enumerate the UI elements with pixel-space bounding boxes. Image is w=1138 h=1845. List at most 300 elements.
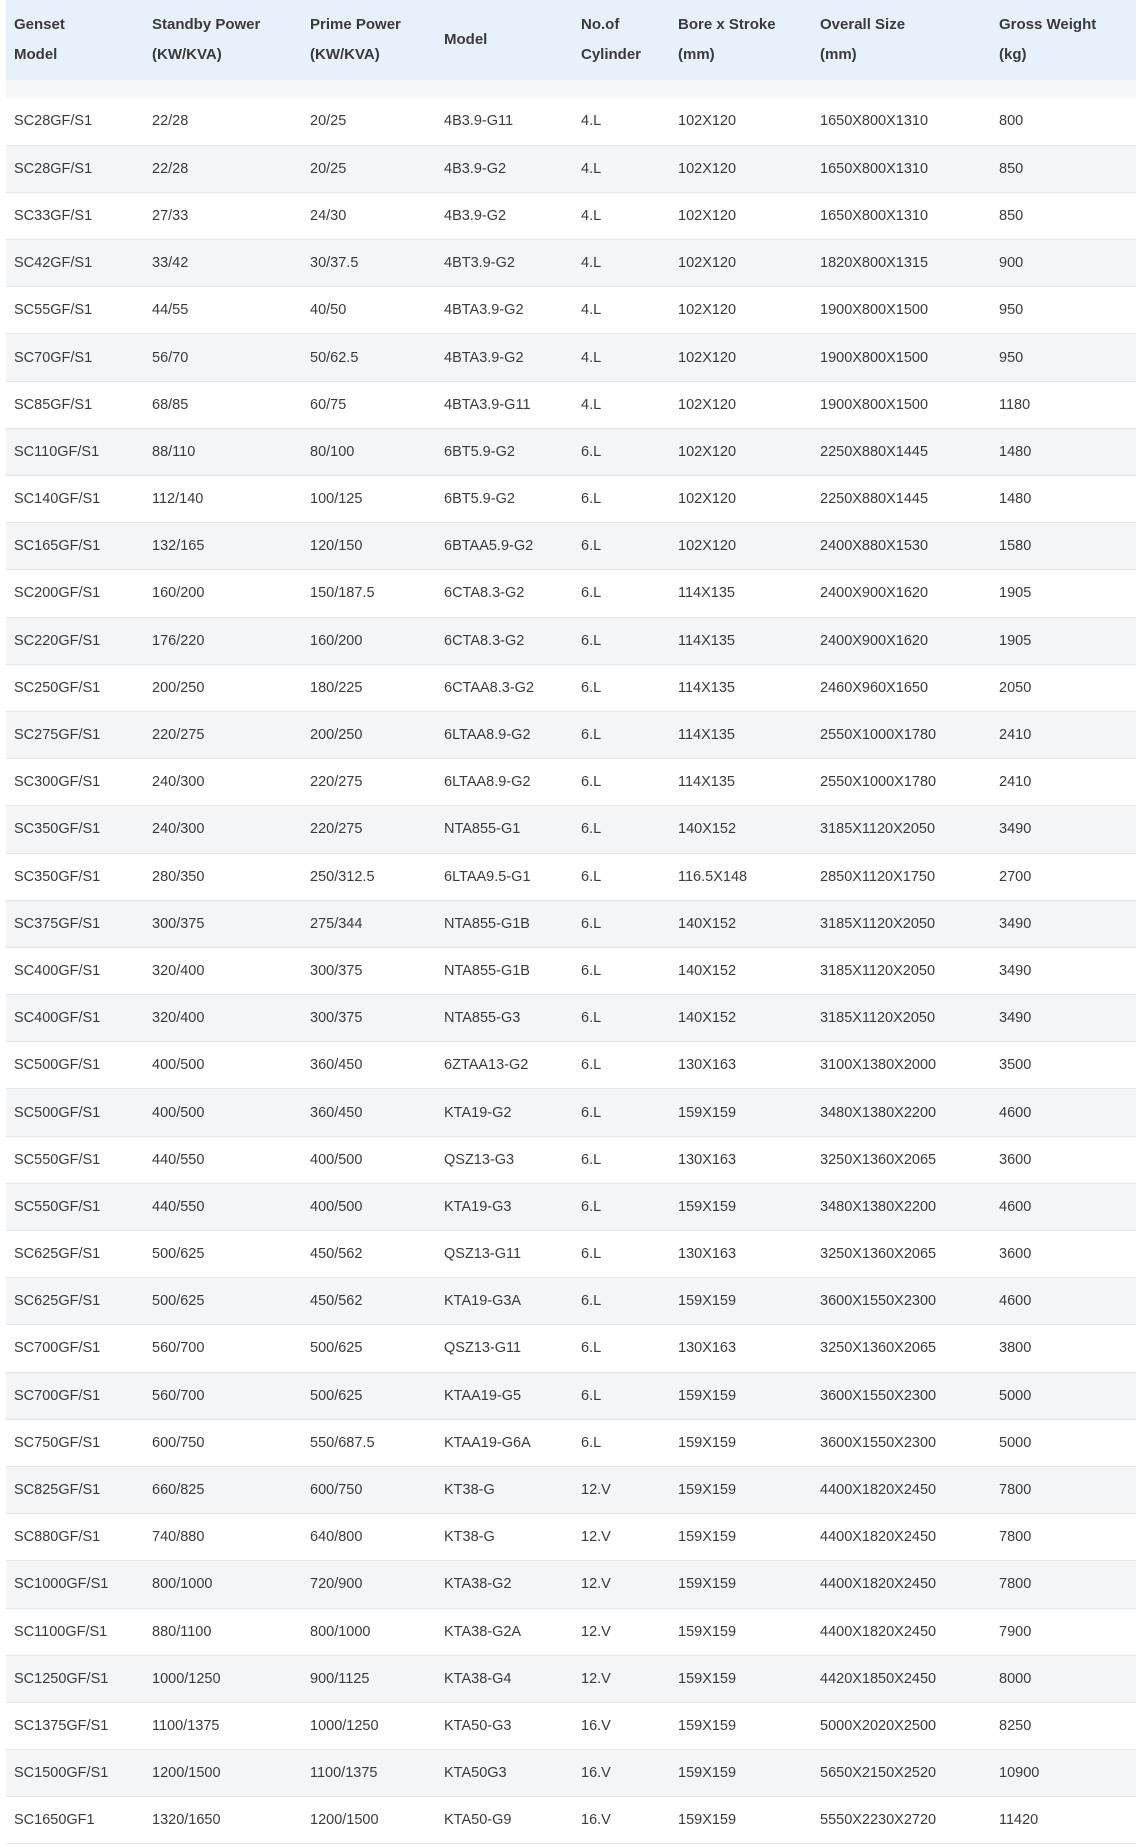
bore-stroke-cell: 159X159 (670, 1089, 812, 1136)
gross-weight-cell: 850 (991, 192, 1136, 239)
engine-model-cell: NTA855-G1 (436, 806, 573, 853)
gross-weight-cell: 2410 (991, 711, 1136, 758)
gross-weight-cell: 5000 (991, 1419, 1136, 1466)
table-row (6, 1797, 1136, 1844)
prime-power-cell: 120/150 (302, 523, 436, 570)
table-row (6, 1608, 1136, 1655)
cylinder-cell: 6.L (573, 1372, 670, 1419)
standby-power-cell: 300/375 (144, 900, 302, 947)
overall-size-cell: 2460X960X1650 (812, 664, 991, 711)
prime-power-cell: 1200/1500 (302, 1797, 436, 1844)
table-row (6, 1278, 1136, 1325)
gross-weight-cell: 7800 (991, 1514, 1136, 1561)
engine-model-cell: QSZ13-G3 (436, 1136, 573, 1183)
genset-model-cell: SC880GF/S1 (6, 1514, 144, 1561)
prime-power-cell: 450/562 (302, 1231, 436, 1278)
table-row (6, 570, 1136, 617)
prime-power-cell: 20/25 (302, 145, 436, 192)
bore-stroke-cell: 116.5X148 (670, 853, 812, 900)
engine-model-cell: KTA50-G3 (436, 1702, 573, 1749)
table-row (6, 617, 1136, 664)
standby-power-cell: 1200/1500 (144, 1750, 302, 1797)
genset-model-cell: SC300GF/S1 (6, 759, 144, 806)
prime-power-cell: 220/275 (302, 806, 436, 853)
genset-model-cell: SC350GF/S1 (6, 853, 144, 900)
overall-size-cell: 2550X1000X1780 (812, 711, 991, 758)
bore-stroke-cell: 159X159 (670, 1514, 812, 1561)
standby-power-cell: 240/300 (144, 806, 302, 853)
cylinder-cell: 6.L (573, 476, 670, 523)
genset-model-cell: SC625GF/S1 (6, 1278, 144, 1325)
gross-weight-cell: 5000 (991, 1372, 1136, 1419)
gross-weight-cell: 3490 (991, 900, 1136, 947)
bore-stroke-cell: 140X152 (670, 947, 812, 994)
genset-model-cell: SC110GF/S1 (6, 428, 144, 475)
genset-model-cell: SC350GF/S1 (6, 806, 144, 853)
header-label: Gross Weight (999, 16, 1097, 33)
standby-power-cell: 33/42 (144, 240, 302, 287)
genset-model-cell: SC28GF/S1 (6, 98, 144, 145)
cylinder-cell: 6.L (573, 995, 670, 1042)
overall-size-cell: 3185X1120X2050 (812, 947, 991, 994)
cylinder-cell: 16.V (573, 1797, 670, 1844)
bore-stroke-cell: 159X159 (670, 1797, 812, 1844)
prime-power-cell: 400/500 (302, 1136, 436, 1183)
prime-power-cell: 640/800 (302, 1514, 436, 1561)
engine-model-cell: 6CTA8.3-G2 (436, 570, 573, 617)
gross-weight-cell: 8250 (991, 1702, 1136, 1749)
gross-weight-cell: 1905 (991, 570, 1136, 617)
prime-power-cell: 20/25 (302, 98, 436, 145)
standby-power-cell: 560/700 (144, 1325, 302, 1372)
genset-model-cell: SC1100GF/S1 (6, 1608, 144, 1655)
overall-size-cell: 3250X1360X2065 (812, 1231, 991, 1278)
standby-power-cell: 220/275 (144, 711, 302, 758)
overall-size-cell: 3600X1550X2300 (812, 1372, 991, 1419)
engine-model-cell: KTAA19-G6A (436, 1419, 573, 1466)
genset-model-cell: SC500GF/S1 (6, 1089, 144, 1136)
cylinder-cell: 4.L (573, 240, 670, 287)
engine-model-cell: 6ZTAA13-G2 (436, 1042, 573, 1089)
cylinder-cell: 16.V (573, 1750, 670, 1797)
gross-weight-header (991, 0, 1136, 80)
gross-weight-cell: 1480 (991, 476, 1136, 523)
cylinder-header (573, 0, 670, 80)
cylinder-cell: 12.V (573, 1608, 670, 1655)
engine-model-cell: KT38-G (436, 1514, 573, 1561)
gross-weight-cell: 3600 (991, 1231, 1136, 1278)
bore-stroke-cell: 102X120 (670, 381, 812, 428)
table-row (6, 98, 1136, 145)
gross-weight-cell: 7800 (991, 1561, 1136, 1608)
bore-stroke-cell: 114X135 (670, 617, 812, 664)
overall-size-cell: 4400X1820X2450 (812, 1608, 991, 1655)
cylinder-cell: 6.L (573, 1231, 670, 1278)
bore-stroke-cell: 102X120 (670, 523, 812, 570)
gross-weight-cell: 4600 (991, 1278, 1136, 1325)
header-label: Prime Power (310, 16, 401, 33)
standby-power-cell: 1100/1375 (144, 1702, 302, 1749)
cylinder-cell: 6.L (573, 853, 670, 900)
header-label: (KW/KVA) (152, 46, 222, 63)
bore-stroke-cell: 159X159 (670, 1183, 812, 1230)
prime-power-cell: 30/37.5 (302, 240, 436, 287)
gross-weight-cell: 3500 (991, 1042, 1136, 1089)
genset-model-cell: SC700GF/S1 (6, 1372, 144, 1419)
cylinder-cell: 6.L (573, 570, 670, 617)
genset-model-cell: SC275GF/S1 (6, 711, 144, 758)
gross-weight-cell: 1180 (991, 381, 1136, 428)
gross-weight-cell: 950 (991, 334, 1136, 381)
overall-size-cell: 1900X800X1500 (812, 334, 991, 381)
engine-model-cell: KTA19-G3 (436, 1183, 573, 1230)
bore-stroke-cell: 159X159 (670, 1419, 812, 1466)
table-row (6, 853, 1136, 900)
standby-power-cell: 400/500 (144, 1089, 302, 1136)
table-row (6, 240, 1136, 287)
engine-model-cell: KTA38-G2A (436, 1608, 573, 1655)
prime-power-cell: 40/50 (302, 287, 436, 334)
gross-weight-cell: 3490 (991, 947, 1136, 994)
prime-power-cell: 180/225 (302, 664, 436, 711)
overall-size-cell: 3100X1380X2000 (812, 1042, 991, 1089)
overall-size-cell: 5550X2230X2720 (812, 1797, 991, 1844)
header-label: Cylinder (581, 46, 642, 63)
bore-stroke-cell: 130X163 (670, 1325, 812, 1372)
engine-model-cell: 6LTAA8.9-G2 (436, 759, 573, 806)
standby-power-cell: 800/1000 (144, 1561, 302, 1608)
prime-power-cell: 200/250 (302, 711, 436, 758)
cylinder-cell: 6.L (573, 428, 670, 475)
engine-model-cell: KTA50-G9 (436, 1797, 573, 1844)
overall-size-cell: 1650X800X1310 (812, 192, 991, 239)
overall-size-cell: 1820X800X1315 (812, 240, 991, 287)
engine-model-cell: NTA855-G3 (436, 995, 573, 1042)
header-spacer (6, 80, 1136, 98)
cylinder-cell: 16.V (573, 1702, 670, 1749)
gross-weight-cell: 7900 (991, 1608, 1136, 1655)
overall-size-cell: 5650X2150X2520 (812, 1750, 991, 1797)
bore-stroke-cell: 102X120 (670, 98, 812, 145)
overall-size-cell: 4400X1820X2450 (812, 1514, 991, 1561)
standby-power-cell: 880/1100 (144, 1608, 302, 1655)
engine-model-cell: QSZ13-G11 (436, 1231, 573, 1278)
prime-power-cell: 500/625 (302, 1325, 436, 1372)
overall-size-cell: 3250X1360X2065 (812, 1325, 991, 1372)
header-label: Overall Size (820, 16, 906, 33)
table-row (6, 1231, 1136, 1278)
genset-spec-table-container (6, 0, 1136, 1844)
table-row (6, 1419, 1136, 1466)
engine-model-cell: KTA19-G2 (436, 1089, 573, 1136)
bore-stroke-cell: 159X159 (670, 1466, 812, 1513)
bore-stroke-cell: 140X152 (670, 806, 812, 853)
cylinder-cell: 6.L (573, 664, 670, 711)
overall-size-cell: 3185X1120X2050 (812, 995, 991, 1042)
bore-stroke-cell: 159X159 (670, 1372, 812, 1419)
engine-model-cell: 4B3.9-G2 (436, 192, 573, 239)
header-row (6, 0, 1136, 80)
engine-model-cell: 6LTAA9.5-G1 (436, 853, 573, 900)
header-label: (KW/KVA) (310, 46, 380, 63)
standby-power-cell: 1000/1250 (144, 1655, 302, 1702)
standby-power-cell: 560/700 (144, 1372, 302, 1419)
genset-spec-table (6, 0, 1136, 1844)
genset-model-cell: SC85GF/S1 (6, 381, 144, 428)
table-row (6, 1750, 1136, 1797)
gross-weight-cell: 2700 (991, 853, 1136, 900)
overall-size-cell: 3480X1380X2200 (812, 1183, 991, 1230)
standby-power-cell: 320/400 (144, 995, 302, 1042)
prime-power-cell: 300/375 (302, 947, 436, 994)
engine-model-cell: 4BT3.9-G2 (436, 240, 573, 287)
overall-size-cell: 3185X1120X2050 (812, 900, 991, 947)
genset-model-cell: SC1375GF/S1 (6, 1702, 144, 1749)
gross-weight-cell: 4600 (991, 1089, 1136, 1136)
table-row (6, 1466, 1136, 1513)
genset-model-cell: SC550GF/S1 (6, 1183, 144, 1230)
prime-power-cell: 250/312.5 (302, 853, 436, 900)
header-label: Genset (14, 16, 65, 33)
table-row (6, 1136, 1136, 1183)
genset-model-cell: SC220GF/S1 (6, 617, 144, 664)
standby-power-cell: 500/625 (144, 1278, 302, 1325)
overall-size-cell: 2400X880X1530 (812, 523, 991, 570)
table-row (6, 145, 1136, 192)
bore-stroke-cell: 102X120 (670, 476, 812, 523)
cylinder-cell: 6.L (573, 1278, 670, 1325)
table-body (6, 98, 1136, 1844)
engine-model-cell: 4BTA3.9-G11 (436, 381, 573, 428)
gross-weight-cell: 1580 (991, 523, 1136, 570)
genset-model-cell: SC825GF/S1 (6, 1466, 144, 1513)
standby-power-cell: 112/140 (144, 476, 302, 523)
standby-power-cell: 600/750 (144, 1419, 302, 1466)
prime-power-cell: 400/500 (302, 1183, 436, 1230)
prime-power-cell: 800/1000 (302, 1608, 436, 1655)
engine-model-cell: NTA855-G1B (436, 947, 573, 994)
engine-model-cell: KTA38-G4 (436, 1655, 573, 1702)
gross-weight-cell: 3600 (991, 1136, 1136, 1183)
engine-model-cell: KTA38-G2 (436, 1561, 573, 1608)
overall-size-cell: 3185X1120X2050 (812, 806, 991, 853)
table-row (6, 947, 1136, 994)
bore-stroke-cell: 130X163 (670, 1136, 812, 1183)
standby-power-cell: 56/70 (144, 334, 302, 381)
bore-stroke-cell: 159X159 (670, 1655, 812, 1702)
prime-power-header (302, 0, 436, 80)
overall-size-cell: 2400X900X1620 (812, 617, 991, 664)
gross-weight-cell: 11420 (991, 1797, 1136, 1844)
engine-model-cell: KT38-G (436, 1466, 573, 1513)
prime-power-cell: 300/375 (302, 995, 436, 1042)
table-row (6, 1702, 1136, 1749)
engine-model-cell: 6LTAA8.9-G2 (436, 711, 573, 758)
overall-size-header (812, 0, 991, 80)
cylinder-cell: 6.L (573, 617, 670, 664)
standby-power-cell: 440/550 (144, 1183, 302, 1230)
cylinder-cell: 12.V (573, 1655, 670, 1702)
bore-stroke-cell: 130X163 (670, 1231, 812, 1278)
overall-size-cell: 4420X1850X2450 (812, 1655, 991, 1702)
engine-model-cell: 6BT5.9-G2 (436, 428, 573, 475)
genset-model-cell: SC28GF/S1 (6, 145, 144, 192)
genset-model-cell: SC700GF/S1 (6, 1325, 144, 1372)
cylinder-cell: 6.L (573, 947, 670, 994)
header-label: (mm) (820, 46, 857, 63)
table-row (6, 287, 1136, 334)
genset-model-cell: SC70GF/S1 (6, 334, 144, 381)
overall-size-cell: 3600X1550X2300 (812, 1278, 991, 1325)
gross-weight-cell: 2410 (991, 759, 1136, 806)
table-row (6, 806, 1136, 853)
standby-power-cell: 132/165 (144, 523, 302, 570)
standby-power-cell: 400/500 (144, 1042, 302, 1089)
cylinder-cell: 4.L (573, 98, 670, 145)
cylinder-cell: 12.V (573, 1514, 670, 1561)
gross-weight-cell: 800 (991, 98, 1136, 145)
bore-stroke-cell: 159X159 (670, 1608, 812, 1655)
bore-stroke-header (670, 0, 812, 80)
cylinder-cell: 4.L (573, 145, 670, 192)
table-row (6, 1183, 1136, 1230)
engine-model-cell: 4B3.9-G2 (436, 145, 573, 192)
prime-power-cell: 600/750 (302, 1466, 436, 1513)
genset-model-cell: SC140GF/S1 (6, 476, 144, 523)
cylinder-cell: 6.L (573, 759, 670, 806)
genset-model-cell: SC1250GF/S1 (6, 1655, 144, 1702)
engine-model-cell: 6CTA8.3-G2 (436, 617, 573, 664)
engine-model-cell: 6CTAA8.3-G2 (436, 664, 573, 711)
header-label: (mm) (678, 46, 715, 63)
standby-power-cell: 27/33 (144, 192, 302, 239)
cylinder-cell: 6.L (573, 806, 670, 853)
overall-size-cell: 3250X1360X2065 (812, 1136, 991, 1183)
header-label: No.of (581, 16, 620, 33)
cylinder-cell: 6.L (573, 1325, 670, 1372)
table-row (6, 900, 1136, 947)
table-row (6, 995, 1136, 1042)
overall-size-cell: 1650X800X1310 (812, 98, 991, 145)
genset-model-cell: SC250GF/S1 (6, 664, 144, 711)
overall-size-cell: 2550X1000X1780 (812, 759, 991, 806)
bore-stroke-cell: 140X152 (670, 995, 812, 1042)
engine-model-cell: 4BTA3.9-G2 (436, 334, 573, 381)
standby-power-header (144, 0, 302, 80)
bore-stroke-cell: 159X159 (670, 1702, 812, 1749)
genset-model-cell: SC550GF/S1 (6, 1136, 144, 1183)
gross-weight-cell: 3490 (991, 806, 1136, 853)
standby-power-cell: 280/350 (144, 853, 302, 900)
bore-stroke-cell: 114X135 (670, 759, 812, 806)
genset-model-cell: SC55GF/S1 (6, 287, 144, 334)
header-label: Model (14, 46, 58, 63)
bore-stroke-cell: 114X135 (670, 664, 812, 711)
table-row (6, 1655, 1136, 1702)
table-row (6, 759, 1136, 806)
overall-size-cell: 2250X880X1445 (812, 476, 991, 523)
cylinder-cell: 6.L (573, 900, 670, 947)
gross-weight-cell: 3800 (991, 1325, 1136, 1372)
genset-model-cell: SC165GF/S1 (6, 523, 144, 570)
header-label: (kg) (999, 46, 1027, 63)
bore-stroke-cell: 130X163 (670, 1042, 812, 1089)
genset-model-cell: SC1000GF/S1 (6, 1561, 144, 1608)
cylinder-cell: 4.L (573, 381, 670, 428)
gross-weight-cell: 1480 (991, 428, 1136, 475)
prime-power-cell: 24/30 (302, 192, 436, 239)
prime-power-cell: 720/900 (302, 1561, 436, 1608)
standby-power-cell: 88/110 (144, 428, 302, 475)
standby-power-cell: 200/250 (144, 664, 302, 711)
cylinder-cell: 6.L (573, 523, 670, 570)
engine-model-cell: 4B3.9-G11 (436, 98, 573, 145)
table-row (6, 711, 1136, 758)
genset-model-cell: SC400GF/S1 (6, 947, 144, 994)
cylinder-cell: 4.L (573, 287, 670, 334)
prime-power-cell: 60/75 (302, 381, 436, 428)
engine-model-cell: QSZ13-G11 (436, 1325, 573, 1372)
prime-power-cell: 100/125 (302, 476, 436, 523)
engine-model-cell: 6BT5.9-G2 (436, 476, 573, 523)
standby-power-cell: 22/28 (144, 98, 302, 145)
overall-size-cell: 3480X1380X2200 (812, 1089, 991, 1136)
standby-power-cell: 1320/1650 (144, 1797, 302, 1844)
standby-power-cell: 176/220 (144, 617, 302, 664)
bore-stroke-cell: 159X159 (670, 1278, 812, 1325)
cylinder-cell: 6.L (573, 1419, 670, 1466)
engine-model-cell: 6BTAA5.9-G2 (436, 523, 573, 570)
prime-power-cell: 1100/1375 (302, 1750, 436, 1797)
gross-weight-cell: 10900 (991, 1750, 1136, 1797)
overall-size-cell: 4400X1820X2450 (812, 1561, 991, 1608)
cylinder-cell: 6.L (573, 1183, 670, 1230)
standby-power-cell: 44/55 (144, 287, 302, 334)
standby-power-cell: 160/200 (144, 570, 302, 617)
bore-stroke-cell: 159X159 (670, 1561, 812, 1608)
prime-power-cell: 360/450 (302, 1089, 436, 1136)
cylinder-cell: 6.L (573, 711, 670, 758)
genset-model-cell: SC42GF/S1 (6, 240, 144, 287)
engine-model-cell: KTA50G3 (436, 1750, 573, 1797)
overall-size-cell: 2250X880X1445 (812, 428, 991, 475)
prime-power-cell: 160/200 (302, 617, 436, 664)
engine-model-header (436, 0, 573, 80)
table-row (6, 476, 1136, 523)
overall-size-cell: 2400X900X1620 (812, 570, 991, 617)
prime-power-cell: 220/275 (302, 759, 436, 806)
bore-stroke-cell: 140X152 (670, 900, 812, 947)
table-row (6, 1372, 1136, 1419)
genset-model-cell: SC400GF/S1 (6, 995, 144, 1042)
standby-power-cell: 240/300 (144, 759, 302, 806)
bore-stroke-cell: 114X135 (670, 711, 812, 758)
bore-stroke-cell: 102X120 (670, 428, 812, 475)
overall-size-cell: 5000X2020X2500 (812, 1702, 991, 1749)
gross-weight-cell: 7800 (991, 1466, 1136, 1513)
bore-stroke-cell: 102X120 (670, 334, 812, 381)
bore-stroke-cell: 159X159 (670, 1750, 812, 1797)
bore-stroke-cell: 102X120 (670, 287, 812, 334)
overall-size-cell: 2850X1120X1750 (812, 853, 991, 900)
prime-power-cell: 500/625 (302, 1372, 436, 1419)
engine-model-cell: KTA19-G3A (436, 1278, 573, 1325)
engine-model-cell: KTAA19-G5 (436, 1372, 573, 1419)
gross-weight-cell: 1905 (991, 617, 1136, 664)
header-label: Standby Power (152, 16, 261, 33)
prime-power-cell: 275/344 (302, 900, 436, 947)
genset-model-cell: SC1650GF1 (6, 1797, 144, 1844)
